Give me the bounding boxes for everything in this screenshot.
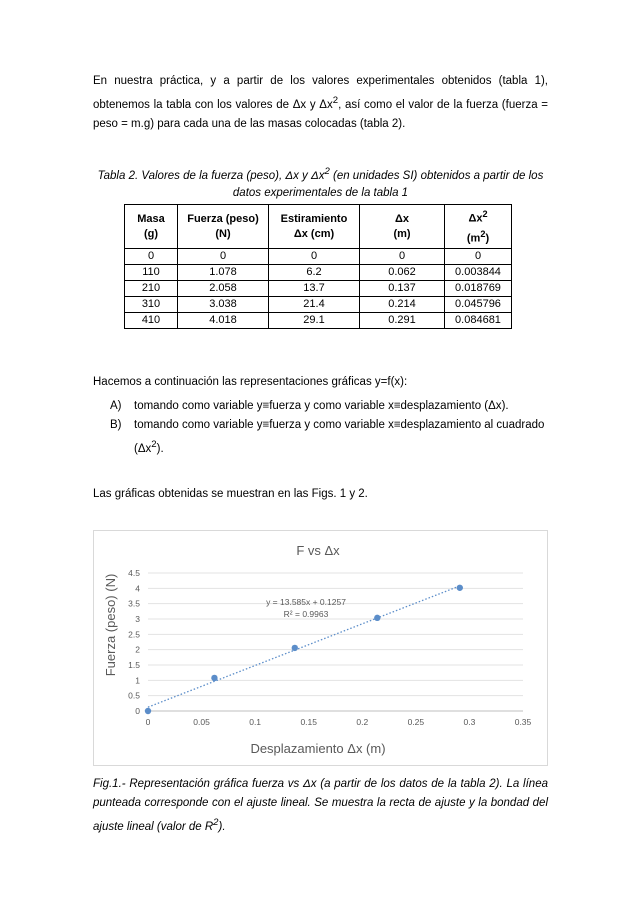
header-dx: Δx (m) — [360, 205, 445, 249]
table-row — [125, 249, 512, 265]
x-tick-label: 0.25 — [407, 717, 425, 727]
table-cell: 0 — [125, 249, 178, 265]
table-cell: 0.291 — [360, 313, 445, 329]
table-cell: 0.003844 — [445, 265, 512, 281]
data-point — [145, 708, 151, 714]
force-vs-displacement-chart — [93, 530, 548, 766]
x-tick-label: 0.15 — [300, 717, 317, 727]
table-row — [125, 313, 512, 329]
chart-border — [94, 531, 548, 766]
table-cell: 0.018769 — [445, 281, 512, 297]
list-item-a: A) tomando como variable y≡fuerza y como variable x≡desplazamiento (Δx). — [110, 400, 509, 412]
data-point — [374, 615, 380, 621]
table-cell: 4.018 — [178, 313, 269, 329]
y-tick-label: 0.5 — [128, 690, 140, 701]
table-cell: 0 — [360, 249, 445, 265]
x-tick-label: 0.05 — [193, 717, 210, 727]
table-cell: 0.214 — [360, 297, 445, 313]
x-tick-label: 0.35 — [514, 717, 532, 727]
table-cell: 2.058 — [178, 281, 269, 297]
table-cell: 0.062 — [360, 265, 445, 281]
x-tick-label: 0 — [145, 717, 151, 727]
table-cell: 210 — [125, 281, 178, 297]
table-cell: 0 — [178, 249, 269, 265]
y-tick-label: 4.5 — [128, 568, 140, 578]
intro-paragraph: En nuestra práctica, y a partir de los valores experimentales obtenidos (tabla 1), obtenemos la tabla con los valores de Δx y $\Delta x^2$, así como el valor de la fuerza (fuerza = peso = m.g) para cada una de las masas colocadas (tabla 2). — [93, 75, 549, 130]
y-tick-label: 1.5 — [128, 660, 140, 670]
y-tick-label: 4 — [135, 583, 140, 594]
list-item-b: B) tomando como variable y≡fuerza y como variable x≡desplazamiento al cuadrado $(\Delta x^2)$. — [110, 419, 545, 455]
table-cell: 6.2 — [269, 265, 360, 281]
table-cell: 1.078 — [178, 265, 269, 281]
data-point — [457, 585, 463, 591]
data-point — [211, 675, 217, 681]
trendline-equation: y = 13.585x + 0.1257 — [266, 597, 346, 607]
graphs-intro: Hacemos a continuación las representaciones gráficas y=f(x): — [93, 376, 408, 388]
table-cell: 310 — [125, 297, 178, 313]
x-tick-label: 0.1 — [249, 717, 262, 727]
header-fuerza: Fuerza (peso) (N) — [178, 205, 269, 249]
data-point — [292, 645, 298, 651]
graph-list — [110, 397, 550, 459]
table-cell: 0 — [269, 249, 360, 265]
table-cell: 0.137 — [360, 281, 445, 297]
header-masa: Masa (g) — [125, 205, 178, 249]
x-tick-label: 0.2 — [356, 717, 369, 727]
table-cell: 0.084681 — [445, 313, 512, 329]
table-row — [125, 281, 512, 297]
table-cell: 21.4 — [269, 297, 360, 313]
x-axis-label: Desplazamiento Δx (m) — [250, 741, 386, 756]
table-cell: 110 — [125, 265, 178, 281]
y-tick-label: 0 — [135, 706, 140, 716]
y-tick-label: 1 — [135, 675, 140, 686]
chart-title: F vs Δx — [296, 543, 340, 558]
table-header-row — [125, 205, 512, 249]
table-cell: 3.038 — [178, 297, 269, 313]
table-cell: 0.045796 — [445, 297, 512, 313]
table-row — [125, 297, 512, 313]
table-cell: 13.7 — [269, 281, 360, 297]
trendline-r2: R² = 0.9963 — [283, 609, 329, 619]
data-table — [124, 204, 512, 329]
x-tick-label: 0.3 — [463, 717, 476, 727]
table-caption: Tabla 2. Valores de la fuerza (peso), Δx y $\Delta x^2$ (en unidades SI) obtenidos a partir de los datos experimentales de la tabla 1 — [97, 166, 544, 199]
table-row — [125, 265, 512, 281]
table-cell: 410 — [125, 313, 178, 329]
table-cell: 29.1 — [269, 313, 360, 329]
y-tick-label: 2 — [135, 644, 140, 655]
y-tick-label: 3.5 — [128, 598, 140, 609]
y-tick-label: 2.5 — [128, 629, 140, 640]
y-tick-label: 3 — [135, 614, 140, 624]
figures-reference: Las gráficas obtenidas se muestran en las Figs. 1 y 2. — [93, 488, 368, 500]
header-estiramiento: Estiramiento Δx (cm) — [269, 205, 360, 249]
y-axis-label: Fuerza (peso) (N) — [103, 573, 118, 677]
table-cell: 0 — [445, 249, 512, 265]
figure-caption: Fig.1.- Representación gráfica fuerza vs Δx (a partir de los datos de la tabla 2). La línea punteada corresponde con el ajuste lineal. Se muestra la recta de ajuste y la bondad del ajuste lineal (valor de $R^2$). — [93, 778, 548, 833]
header-dx2: $\Delta x^2$ $(m^2)$ — [445, 205, 512, 249]
